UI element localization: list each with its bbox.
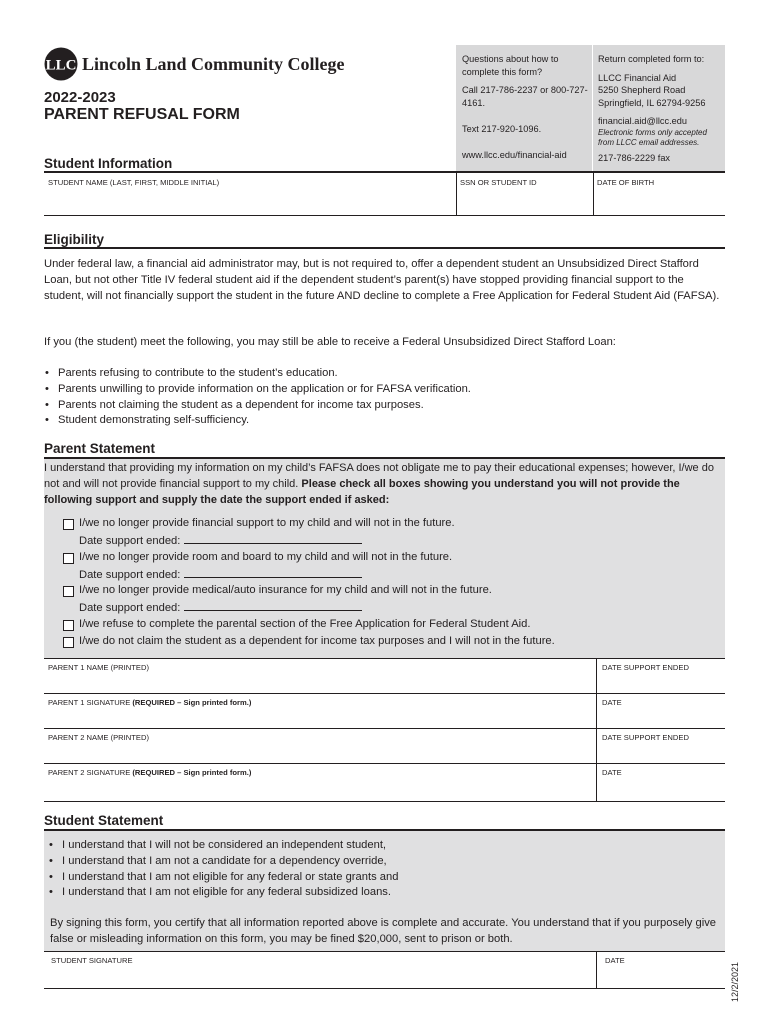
list-item: • I understand that I am not eligible for any federal or state grants and (48, 870, 738, 886)
address-line-1: LLCC Financial Aid (598, 72, 677, 83)
student-signature-label: STUDENT SIGNATURE (51, 956, 133, 965)
parent1-signature-field[interactable] (44, 693, 596, 728)
date-support-ended-2[interactable] (79, 567, 362, 583)
parent1-date-field[interactable] (596, 693, 725, 728)
list-item: • I understand that I am not eligible for any federal subsidized loans. (48, 885, 738, 901)
student-name-label: STUDENT NAME (LAST, FIRST, MIDDLE INITIAL) (48, 178, 220, 187)
check-label-room-board: I/we no longer provide room and board to my child and will not in the future. (79, 551, 453, 563)
eligibility-title: Eligibility (44, 232, 105, 247)
intro-bold-text: Please check all boxes showing you understand you will not provide the following support and supply the date the support ended if asked: (44, 477, 680, 506)
eligibility-paragraph-1: Under federal law, a financial aid administrator may, but is not required to, offer a dependent student an Unsubsidized Direct Stafford Loan, but not other Title IV federal student aid if the dependent student’s parent(s) have stopped providing financial support to the student, will not financially support the student in the future AND decline to complete a Free Application for Federal Student Aid (FAFSA). (44, 258, 720, 302)
checkbox-financial-support[interactable] (63, 519, 74, 530)
text-number: Text 217-920-1096. (462, 124, 542, 134)
date-support-ended-3[interactable] (79, 600, 362, 616)
checkbox-insurance[interactable] (63, 586, 74, 597)
date-support-ended-1[interactable] (79, 533, 362, 549)
intro-text: I understand that providing my information on my child’s FAFSA does not obligate me to pay their educational expenses; however, I/we do not and will not provide financial support to my child. (44, 462, 714, 490)
parent-statement-intro (44, 461, 726, 508)
date-label: DATE (602, 768, 622, 777)
list-item: • Parents unwilling to provide information on the application or for FAFSA verification. (44, 382, 734, 398)
parent2-signature-field[interactable] (44, 763, 596, 798)
date-underline (184, 600, 362, 611)
form-title: PARENT REFUSAL FORM (44, 106, 240, 123)
parent1-name-row (44, 658, 725, 694)
ssn-label: SSN OR STUDENT ID (460, 178, 537, 187)
parent-statement-title: Parent Statement (44, 441, 156, 456)
date-underline (184, 533, 362, 544)
college-name: Lincoln Land Community College (82, 54, 345, 74)
student-statement-title: Student Statement (44, 813, 164, 828)
student-signature-field[interactable] (44, 951, 596, 986)
address-line-2: 5250 Shepherd Road (598, 85, 686, 95)
parent1-name-label: PARENT 1 NAME (PRINTED) (48, 663, 149, 672)
address-line-3: Springfield, IL 62794-9256 (598, 97, 706, 108)
check-label-tax-dependent: I/we do not claim the student as a dependent for income tax purposes and I will not in the future. (79, 635, 555, 647)
section-rule (44, 247, 725, 249)
email-note: Electronic forms only accepted from LLCC email addresses. (598, 127, 707, 147)
date-label: DATE (602, 698, 622, 707)
revision-date: 12/2/2021 (730, 961, 740, 1002)
contact-info-box (456, 45, 725, 171)
student-name-field[interactable] (44, 173, 456, 215)
parent2-name-field[interactable] (44, 728, 596, 763)
certification-text: By signing this form, you certify that all information reported above is complete and accurate. You understand that if you purposely give false or misleading information on this form, you may be fined $20,000, sent to prison or both. (50, 917, 717, 945)
student-info-title: Student Information (44, 156, 173, 171)
list-item: • I understand that I am not a candidate for a dependency override, (48, 854, 738, 870)
date-support-ended-label: DATE SUPPORT ENDED (602, 663, 689, 672)
return-label: Return completed form to: (598, 54, 705, 64)
parent2-date-support-field[interactable] (596, 728, 725, 763)
date-label: DATE (605, 956, 625, 965)
svg-text:LLC: LLC (45, 57, 77, 74)
list-item: • I understand that I will not be considered an independent student, (48, 838, 738, 854)
fax-number: 217-786-2229 fax (598, 152, 671, 163)
parent2-name-label: PARENT 2 NAME (PRINTED) (48, 733, 149, 742)
parent1-signature-label: PARENT 1 SIGNATURE (48, 698, 131, 707)
dob-field[interactable] (593, 173, 725, 215)
list-item: • Parents not claiming the student as a dependent for income tax purposes. (44, 398, 734, 414)
checkbox-room-board[interactable] (63, 553, 74, 564)
date-support-ended-label: DATE SUPPORT ENDED (602, 733, 689, 742)
ssn-field[interactable] (456, 173, 593, 215)
parent2-date-field[interactable] (596, 763, 725, 798)
list-item: • Student demonstrating self-sufficiency. (44, 413, 734, 429)
questions-text: Questions about how to complete this form? (462, 54, 559, 77)
call-text: Call 217-786-2237 or 800-727-4161. (462, 85, 588, 108)
checkbox-tax-dependent[interactable] (63, 637, 74, 648)
website-link[interactable]: www.llcc.edu/financial-aid (462, 149, 567, 160)
student-signature-row (44, 951, 725, 989)
eligibility-list (44, 366, 734, 429)
student-date-field[interactable] (596, 951, 725, 986)
parent1-date-support-field[interactable] (596, 658, 725, 693)
date-support-label: Date support ended: (79, 535, 181, 547)
check-label-insurance: I/we no longer provide medical/auto insurance for my child and will not in the future. (79, 584, 492, 596)
date-underline (184, 567, 362, 578)
info-divider (592, 45, 593, 171)
date-support-label: Date support ended: (79, 602, 181, 614)
required-note: (REQUIRED – Sign printed form.) (132, 768, 252, 777)
date-support-label: Date support ended: (79, 569, 181, 581)
checkbox-fafsa-refusal[interactable] (63, 620, 74, 631)
college-logo (44, 47, 345, 85)
parent2-signature-row (44, 763, 725, 802)
dob-label: DATE OF BIRTH (597, 178, 655, 187)
check-label-fafsa-refusal: I/we refuse to complete the parental section of the Free Application for Federal Student Aid. (79, 618, 531, 630)
contact-right-column (598, 53, 722, 164)
required-note: (REQUIRED – Sign printed form.) (132, 698, 252, 707)
parent1-signature-row (44, 693, 725, 729)
form-year: 2022-2023 (44, 89, 116, 106)
parent2-signature-label: PARENT 2 SIGNATURE (48, 768, 131, 777)
eligibility-paragraph-2: If you (the student) meet the following, you may still be able to receive a Federal Unsubsidized Direct Stafford Loan: (44, 336, 616, 348)
check-label-financial-support: I/we no longer provide financial support to my child and will not in the future. (79, 517, 455, 529)
student-info-fields (44, 173, 725, 216)
list-item: • Parents refusing to contribute to the student’s education. (44, 366, 734, 382)
student-statement-list (48, 838, 738, 901)
parent1-name-field[interactable] (44, 658, 596, 693)
parent2-name-row (44, 728, 725, 764)
email-link[interactable]: financial.aid@llcc.edu (598, 116, 687, 126)
contact-left-column (462, 53, 590, 161)
llcc-logo-icon (44, 47, 78, 81)
